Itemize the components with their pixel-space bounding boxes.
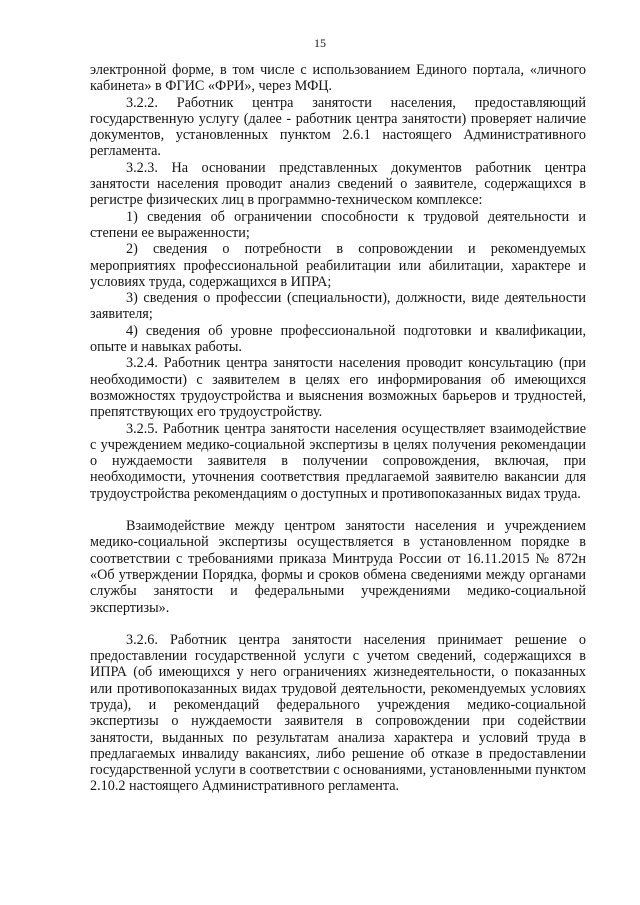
paragraph-3-2-2: 3.2.2. Работник центра занятости населения, предоставляющий государственную услугу (далее - работник центра занятости) проверяет наличие документов, установленных пунктом 2.6.1 настоящего Административного регламента. (90, 94, 586, 160)
paragraph-3-2-3: 3.2.3. На основании представленных документов работник центра занятости населения проводит анализ сведений о заявителе, содержащихся в регистре физических лиц в программно-техническом комплексе: (90, 159, 586, 209)
list-item-4: 4) сведения об уровне профессиональной подготовки и квалификации, опыте и навыках работы. (90, 322, 586, 356)
paragraph-3-2-5: 3.2.5. Работник центра занятости населения осуществляет взаимодействие с учреждением медико-социальной экспертизы в целях получения рекомендации о нуждаемости заявителя в получении сопровождения, включая, при необходимости, уточнения соответствия предлагаемой заявителю вакансии для трудоустройства рекомендациям о доступных и противопоказанных видах труда. (90, 420, 586, 502)
paragraph-continuation: электронной форме, в том числе с использованием Единого портала, «личного кабинета» в ФГИС «ФРИ», через МФЦ. (90, 62, 586, 95)
list-item-1: 1) сведения об ограничении способности к трудовой деятельности и степени ее выраженности; (90, 208, 586, 241)
paragraph-interaction: Взаимодействие между центром занятости населения и учреждением медико-социальной экспертизы осуществляется в установленном порядке в соответствии с требованиями приказа Минтруда России от 16.11.2015 № 872н «Об утверждении Порядка, формы и сроков обмена сведениями между органами службы занятости и федеральными учреждениями медико-социальной экспертизы». (90, 518, 586, 616)
list-item-2: 2) сведения о потребности в сопровождении и рекомендуемых мероприятиях профессиональной реабилитации или абилитации, характере и условиях труда, содержащихся в ИПРА; (90, 241, 586, 290)
paragraph-3-2-6: 3.2.6. Работник центра занятости населения принимает решение о предоставлении государственной услуги с учетом сведений, содержащихся в ИПРА (об имеющихся у него ограничениях жизнедеятельности, о показанных или противопоказанных видах трудовой деятельности, рекомендуемых условиях труда), и рекомендаций федерального учреждения медико-социальной экспертизы о нуждаемости заявителя в сопровождении при содействии занятости, выданных по результатам анализа характера и условий труда в предлагаемых инвалиду вакансиях, либо решение об отказе в предоставлении государственной услуги в соответствии с основаниями, установленными пунктом 2.10.2 настоящего Административного регламента. (90, 631, 586, 795)
paragraph-3-2-4: 3.2.4. Работник центра занятости населения проводит консультацию (при необходимости) с заявителем в целях его информирования об имеющихся возможностях трудоустройства и выяснения возможных барьеров и трудностей, препятствующих его трудоустройству. (90, 355, 586, 421)
list-item-3: 3) сведения о профессии (специальности), должности, виде деятельности заявителя; (90, 290, 586, 323)
document-body (90, 62, 586, 795)
page-number: 15 (314, 36, 326, 50)
